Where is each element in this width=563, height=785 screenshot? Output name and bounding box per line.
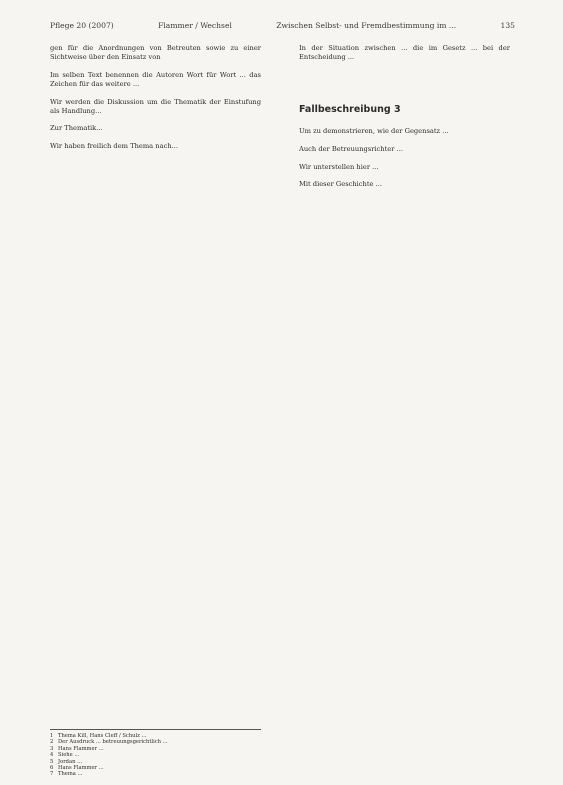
- footnote-text: Jordan ...: [58, 758, 83, 765]
- paragraph: Wir unterstellen hier ...: [299, 162, 379, 171]
- footnote: [50, 771, 261, 777]
- footnote-number: 6: [50, 765, 54, 772]
- right-column: [299, 44, 510, 198]
- paragraph: Um zu demonstrieren, wie der Gegensatz ...: [299, 126, 449, 135]
- left-column: [50, 44, 261, 160]
- page-number: 135: [500, 21, 515, 30]
- footnote-number: 3: [50, 745, 54, 752]
- footnote-text: Der Ausdruck ... betreuungsgerichtlich ...: [58, 739, 168, 746]
- journal-reference: Pflege 20 (2007): [50, 21, 114, 30]
- paragraph: In der Situation zwischen ... die im Gesetz ... bei der Entscheidung ...: [299, 44, 510, 61]
- footnote-text: Hans Flammer ...: [58, 745, 104, 752]
- paragraph: Auch der Betreuungsrichter ...: [299, 144, 403, 153]
- footnote-number: 1: [50, 733, 54, 739]
- footnote-text: Siehe ...: [58, 752, 80, 759]
- footnote-number: 2: [50, 739, 54, 746]
- paragraph: Wir werden die Diskussion um die Thematik der Einstufung als Handlung...: [50, 97, 261, 115]
- paragraph: Zur Thematik...: [50, 124, 103, 133]
- paragraph: Mit dieser Geschichte ...: [299, 180, 383, 189]
- running-head: [50, 21, 515, 31]
- footnote-text: Hans Flammer ...: [58, 765, 104, 772]
- paragraph: gen für die Anordnungen von Betreuten sowie zu einer Sichtweise über den Einsatz von: [50, 44, 261, 61]
- section-heading: Fallbeschreibung 3: [299, 103, 401, 115]
- article-authors: Flammer / Wechsel: [158, 21, 232, 30]
- footnote-number: 7: [50, 771, 54, 778]
- paragraph: Im selben Text benennen die Autoren Wort für Wort ... das Zeichen für das weitere ...: [50, 70, 261, 88]
- footnote-number: 4: [50, 752, 54, 759]
- footnote-text: Thema Kill, Hans Cleff / Schulz ...: [58, 733, 147, 739]
- footnote-text: Thema ...: [58, 771, 83, 778]
- article-title: Zwischen Selbst- und Fremdbestimmung im ...: [276, 21, 457, 30]
- footnote-number: 5: [50, 758, 54, 765]
- paragraph: Wir haben freilich dem Thema nach...: [50, 142, 179, 151]
- footnotes: [50, 729, 261, 778]
